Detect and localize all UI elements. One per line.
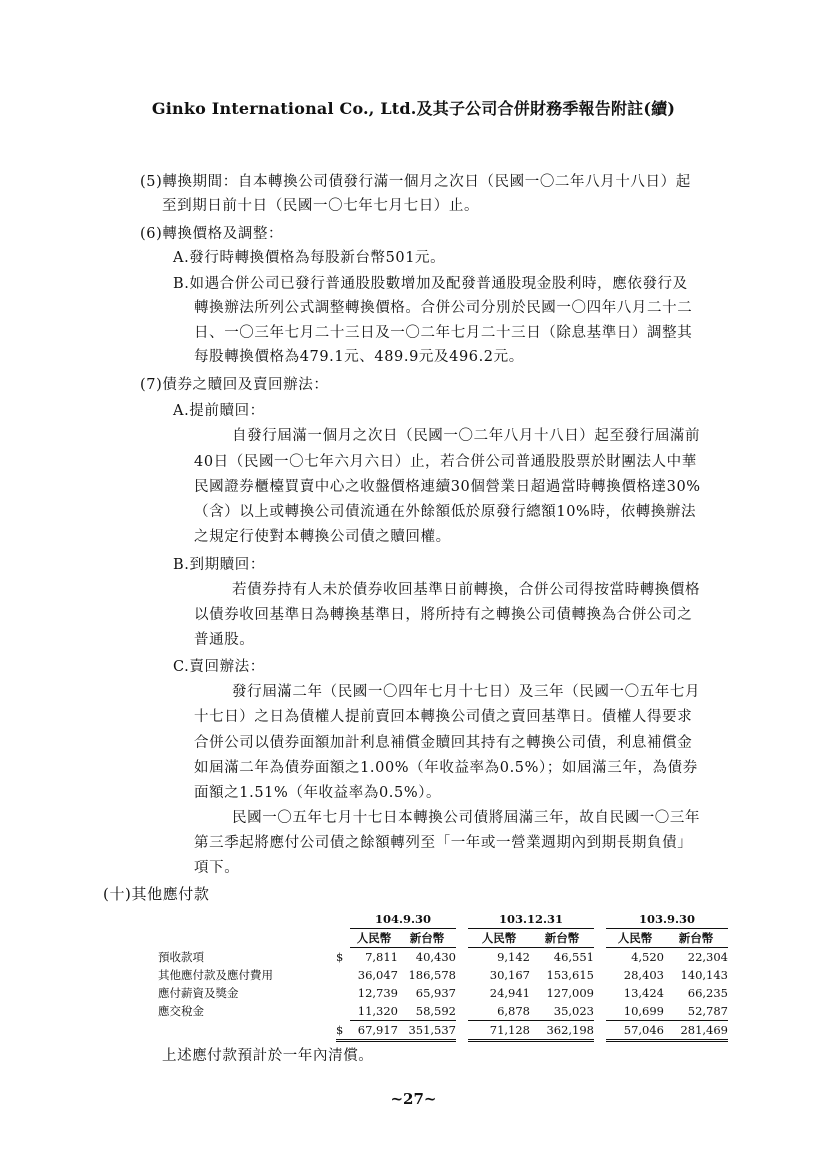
cell: 66,235 [687,986,728,1000]
total-cell: 351,537 [398,1021,456,1041]
period-header-row [158,910,728,929]
currency-header: 人民幣 [350,929,398,948]
row-label: 應交稅金 [158,1004,204,1019]
row-label: 應付薪資及獎金 [158,986,239,1000]
cell: 36,047 [357,968,398,982]
cell: 4,520 [631,950,664,964]
table-row [158,1002,728,1021]
period-header: 104.9.30 [350,910,456,929]
cell: 9,142 [497,950,530,964]
text-line: A.提前贖回： [173,403,265,419]
cell: 58,592 [398,1002,456,1021]
currency-header: 新台幣 [530,929,594,948]
text-line: 之規定行使對本轉換公司債之贖回權。 [194,529,451,545]
text-line: 普通股。 [194,632,255,648]
text-line: 面額之1.51%（年收益率為0.5%）。 [194,785,442,801]
cell: 46,551 [553,950,594,964]
cell: 65,937 [415,986,456,1000]
total-cell: 67,917 [350,1021,398,1041]
total-cell: 362,198 [530,1021,594,1041]
row-label: 預收款項 [158,949,204,964]
currency-header: 新台幣 [398,929,456,948]
cell: 186,578 [408,968,456,982]
text-line: A.發行時轉換價格為每股新台幣501元。 [173,250,446,266]
text-line: C.賣回辦法： [173,659,265,675]
text-line: 合併公司以債券面額加計利息補償金贖回其持有之轉換公司債，利息補償金 [194,735,693,751]
total-cell: 281,469 [664,1021,728,1041]
currency-symbol: $ [336,1021,350,1041]
total-cell: 71,128 [468,1021,530,1041]
text-line: (6)轉換價格及調整： [140,226,284,242]
text-line: 若債券持有人未於債券收回基準日前轉換，合併公司得按當時轉換價格 [232,582,701,598]
currency-header: 新台幣 [664,929,728,948]
text-line: (7)債券之贖回及賣回辦法： [140,377,329,393]
text-line: B.到期贖回： [173,557,265,573]
total-row [158,1021,728,1041]
text-line: （含）以上或轉換公司債流通在外餘額低於原發行總額10%時，依轉換辦法 [194,504,697,520]
period-header: 103.9.30 [606,910,728,929]
other-payables-table [158,910,728,1042]
cell: 28,403 [623,968,664,982]
row-label: 其他應付款及應付費用 [158,968,273,982]
page-number: ~27~ [390,1090,437,1108]
text-line: B.如遇合併公司已發行普通股股數增加及配發普通股現金股利時，應依發行及 [173,276,688,292]
cell: 30,167 [489,968,530,982]
text-line: 40日（民國一〇七年六月六日）止，若合併公司普通股股票於財團法人中華 [194,454,697,470]
section-title: (十)其他應付款 [103,885,210,903]
text-line: 民國證券櫃檯買賣中心之收盤價格連續30個營業日超過當時轉換價格達30% [194,479,701,495]
cell: 127,009 [546,986,594,1000]
cell: 40,430 [415,950,456,964]
cell: 24,941 [489,986,530,1000]
footnote: 上述應付款預計於一年內清償。 [162,1048,374,1064]
cell: 140,143 [680,968,728,982]
total-cell: 57,046 [606,1021,664,1041]
cell: 7,811 [365,950,398,964]
text-line: 十七日）之日為債權人提前賣回本轉換公司債之賣回基準日。債權人得要求 [194,709,693,725]
text-line: 第三季起將應付公司債之餘額轉列至「一年或一營業週期內到期長期負債」 [194,835,693,851]
text-line: 發行屆滿二年（民國一〇四年七月十七日）及三年（民國一〇五年七月 [232,684,701,700]
period-header: 103.12.31 [468,910,594,929]
text-line: 日、一〇三年七月二十三日及一〇二年七月二十三日（除息基準日）調整其 [194,325,693,341]
page-header: Ginko International Co., Ltd.及其子公司合併財務季報告附註(續) [151,99,676,118]
cell: 35,023 [530,1002,594,1021]
table-row [158,966,728,984]
text-line: 至到期日前十日（民國一〇七年七月七日）止。 [162,198,480,214]
cell: 12,739 [357,986,398,1000]
cell: 52,787 [664,1002,728,1021]
text-line: 轉換辦法所列公式調整轉換價格。合併公司分別於民國一〇四年八月二十二 [194,300,693,316]
cell: 11,320 [350,1002,398,1021]
text-line: 每股轉換價格為479.1元、489.9元及496.2元。 [194,349,524,365]
table-row [158,984,728,1002]
cell: 10,699 [606,1002,664,1021]
currency-header: 人民幣 [606,929,664,948]
text-line: 項下。 [194,860,240,876]
text-line: 民國一〇五年七月十七日本轉換公司債將屆滿三年，故自民國一〇三年 [232,810,701,826]
cell: 22,304 [687,950,728,964]
text-line: 自發行屆滿一個月之次日（民國一〇二年八月十八日）起至發行屆滿前 [232,428,701,444]
text-line: 以債券收回基準日為轉換基準日，將所持有之轉換公司債轉換為合併公司之 [194,607,693,623]
cell: 13,424 [623,986,664,1000]
text-line: 如屆滿二年為債券面額之1.00%（年收益率為0.5%）；如屆滿三年，為債券 [194,760,698,776]
cell: 6,878 [468,1002,530,1021]
text-line: (5)轉換期間：自本轉換公司債發行滿一個月之次日（民國一〇二年八月十八日）起 [140,174,691,190]
currency-header-row [158,929,728,948]
table-row [158,948,728,967]
cell: 153,615 [546,968,594,982]
currency-symbol: $ [336,949,344,964]
currency-header: 人民幣 [468,929,530,948]
